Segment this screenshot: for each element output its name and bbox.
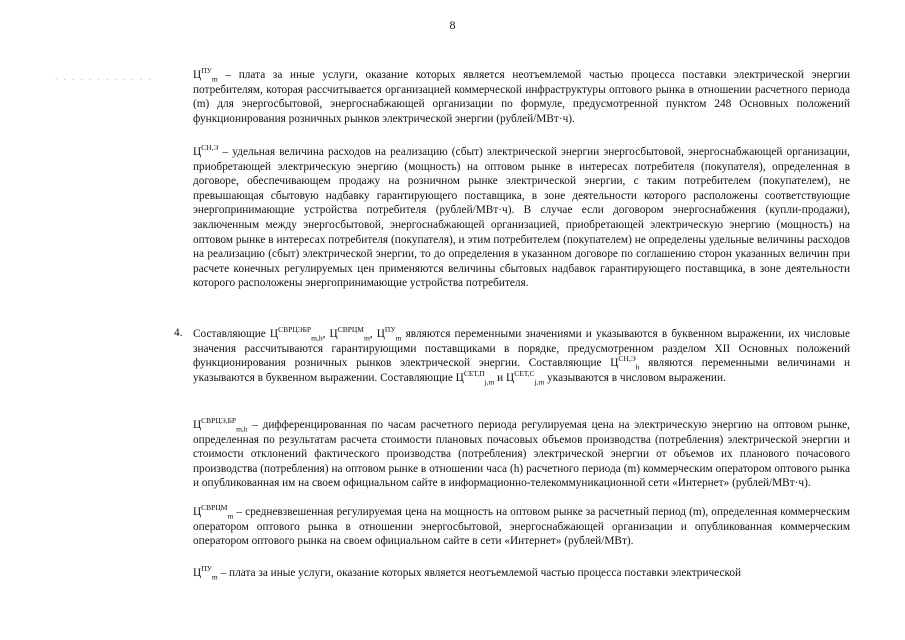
definition-text: – плата за иные услуги, оказание которых является неотъемлемой частью процесса поставки электрической энергии потребителям, которая рассчитывается организацией коммерческой инфраструктуры оптового рынка в отношении расчетного периода (m) для энергосбытовой, энергоснабжающей организации по формуле, предусмотренной пунктом 248 Основных положений функционирования розничных рынков электрической энергии (рублей/МВт·ч).: [193, 69, 850, 125]
definition-sn-e: [193, 145, 850, 291]
page-number: 8: [449, 18, 456, 32]
definition-text: – дифференцированная по часам расчетного периода регулируемая цена на электрическую энергию на оптовом рынке, определенная по результатам расчета стоимости плановых почасовых объемов производства (потребления) электрической энергии и стоимости отклонений фактического производства (потребления) электрической энергии от объемов их планового почасового производства (потребления) на оптовом рынке в отношении часа (h) расчетного периода (m) коммерческим оператором оптового рынка и опубликованная им на своем официальном сайте в информационно-телекоммуникационной сети «Интернет» (рублей/МВт·ч).: [193, 419, 850, 490]
definition-pu-1: [193, 68, 850, 126]
definition-pu-2: [193, 566, 850, 581]
symbol: $Ц^{ПУ}_m$: [193, 66, 218, 84]
symbol: $Ц^{СВРЦЭ,БР}_{m,h}$: [193, 416, 248, 434]
definition-svrcm: [193, 505, 850, 549]
definition-text: – удельная величина расходов на реализацию (сбыт) электрической энергии энергосбытовой, энергоснабжающей организации, приобретающей электрическую энергию (мощность) на оптовом рынке в интересах потребителя (покупателя), определенная в договоре, обеспечивающем продажу на розничном рынке электрической энергии, с таким потребителем (покупателем), не превышающая сбытовую надбавку гарантирующего поставщика, в зоне деятельности которого расположены соответствующие энергопринимающие устройства потребителя (рублей/МВт·ч). В случае если договором энергоснабжения (купли-продажи), заключенным между энергосбытовой, энергоснабжающей организацией, приобретающей электрическую энергию (мощность) на оптовом рынке в интересах потребителя (покупателя), и этим потребителем (покупателем) не определены удельные величины расходов на реализацию (сбыт) электрической энергии, то до определения в указанном договоре по соглашению сторон указанных величин при расчете конечных регулируемых цен применяются величины сбытовых надбавок гарантирующего поставщика, в зоне деятельности которого расположены энергопринимающие устройства потребителя.: [193, 146, 850, 290]
symbol: $Ц^{СН,Э}$: [193, 143, 219, 158]
definition-text: – плата за иные услуги, оказание которых является неотъемлемой частью процесса поставки электрической: [217, 567, 742, 579]
definition-text: – средневзвешенная регулируемая цена на мощность на оптовом рынке за расчетный период (m), определенная коммерческим оператором оптового рынка в отношении энергосбытовой, энергоснабжающей организации и опубликованная коммерческим оператором оптового рынка на своем официальном сайте в сети «Интернет» (рублей/МВт).: [193, 506, 850, 548]
definition-svrc-ebr: [193, 418, 850, 491]
symbol: $Ц^{СВРЦМ}_m$: [193, 503, 234, 521]
item-number: 4.: [174, 327, 183, 339]
item-4-paragraph: Составляющие $Ц^{СВРЦЭБР}_{m,h}$, $Ц^{СВРЦМ}_m$, $Ц^{ПУ}_m$ являются переменными значениями и указываются в буквенном выражении, их числовые значения рассчитываются гарантирующими поставщиками в порядке, предусмотренном разделом XII Основных положений функционирования розничных рынков электрической энергии. Составляющие $Ц^{СН,Э}_h$ являются переменными величинами и указываются в буквенном выражении. Составляющие $Ц^{СЕТ,П}_{j,m}$ и $Ц^{СЕТ,С}_{j,m}$ указываются в числовом выражении.: [193, 325, 850, 387]
margin-marks: . . . . . . . . . . . .: [55, 72, 153, 82]
symbol: $Ц^{ПУ}_m$: [193, 564, 218, 582]
